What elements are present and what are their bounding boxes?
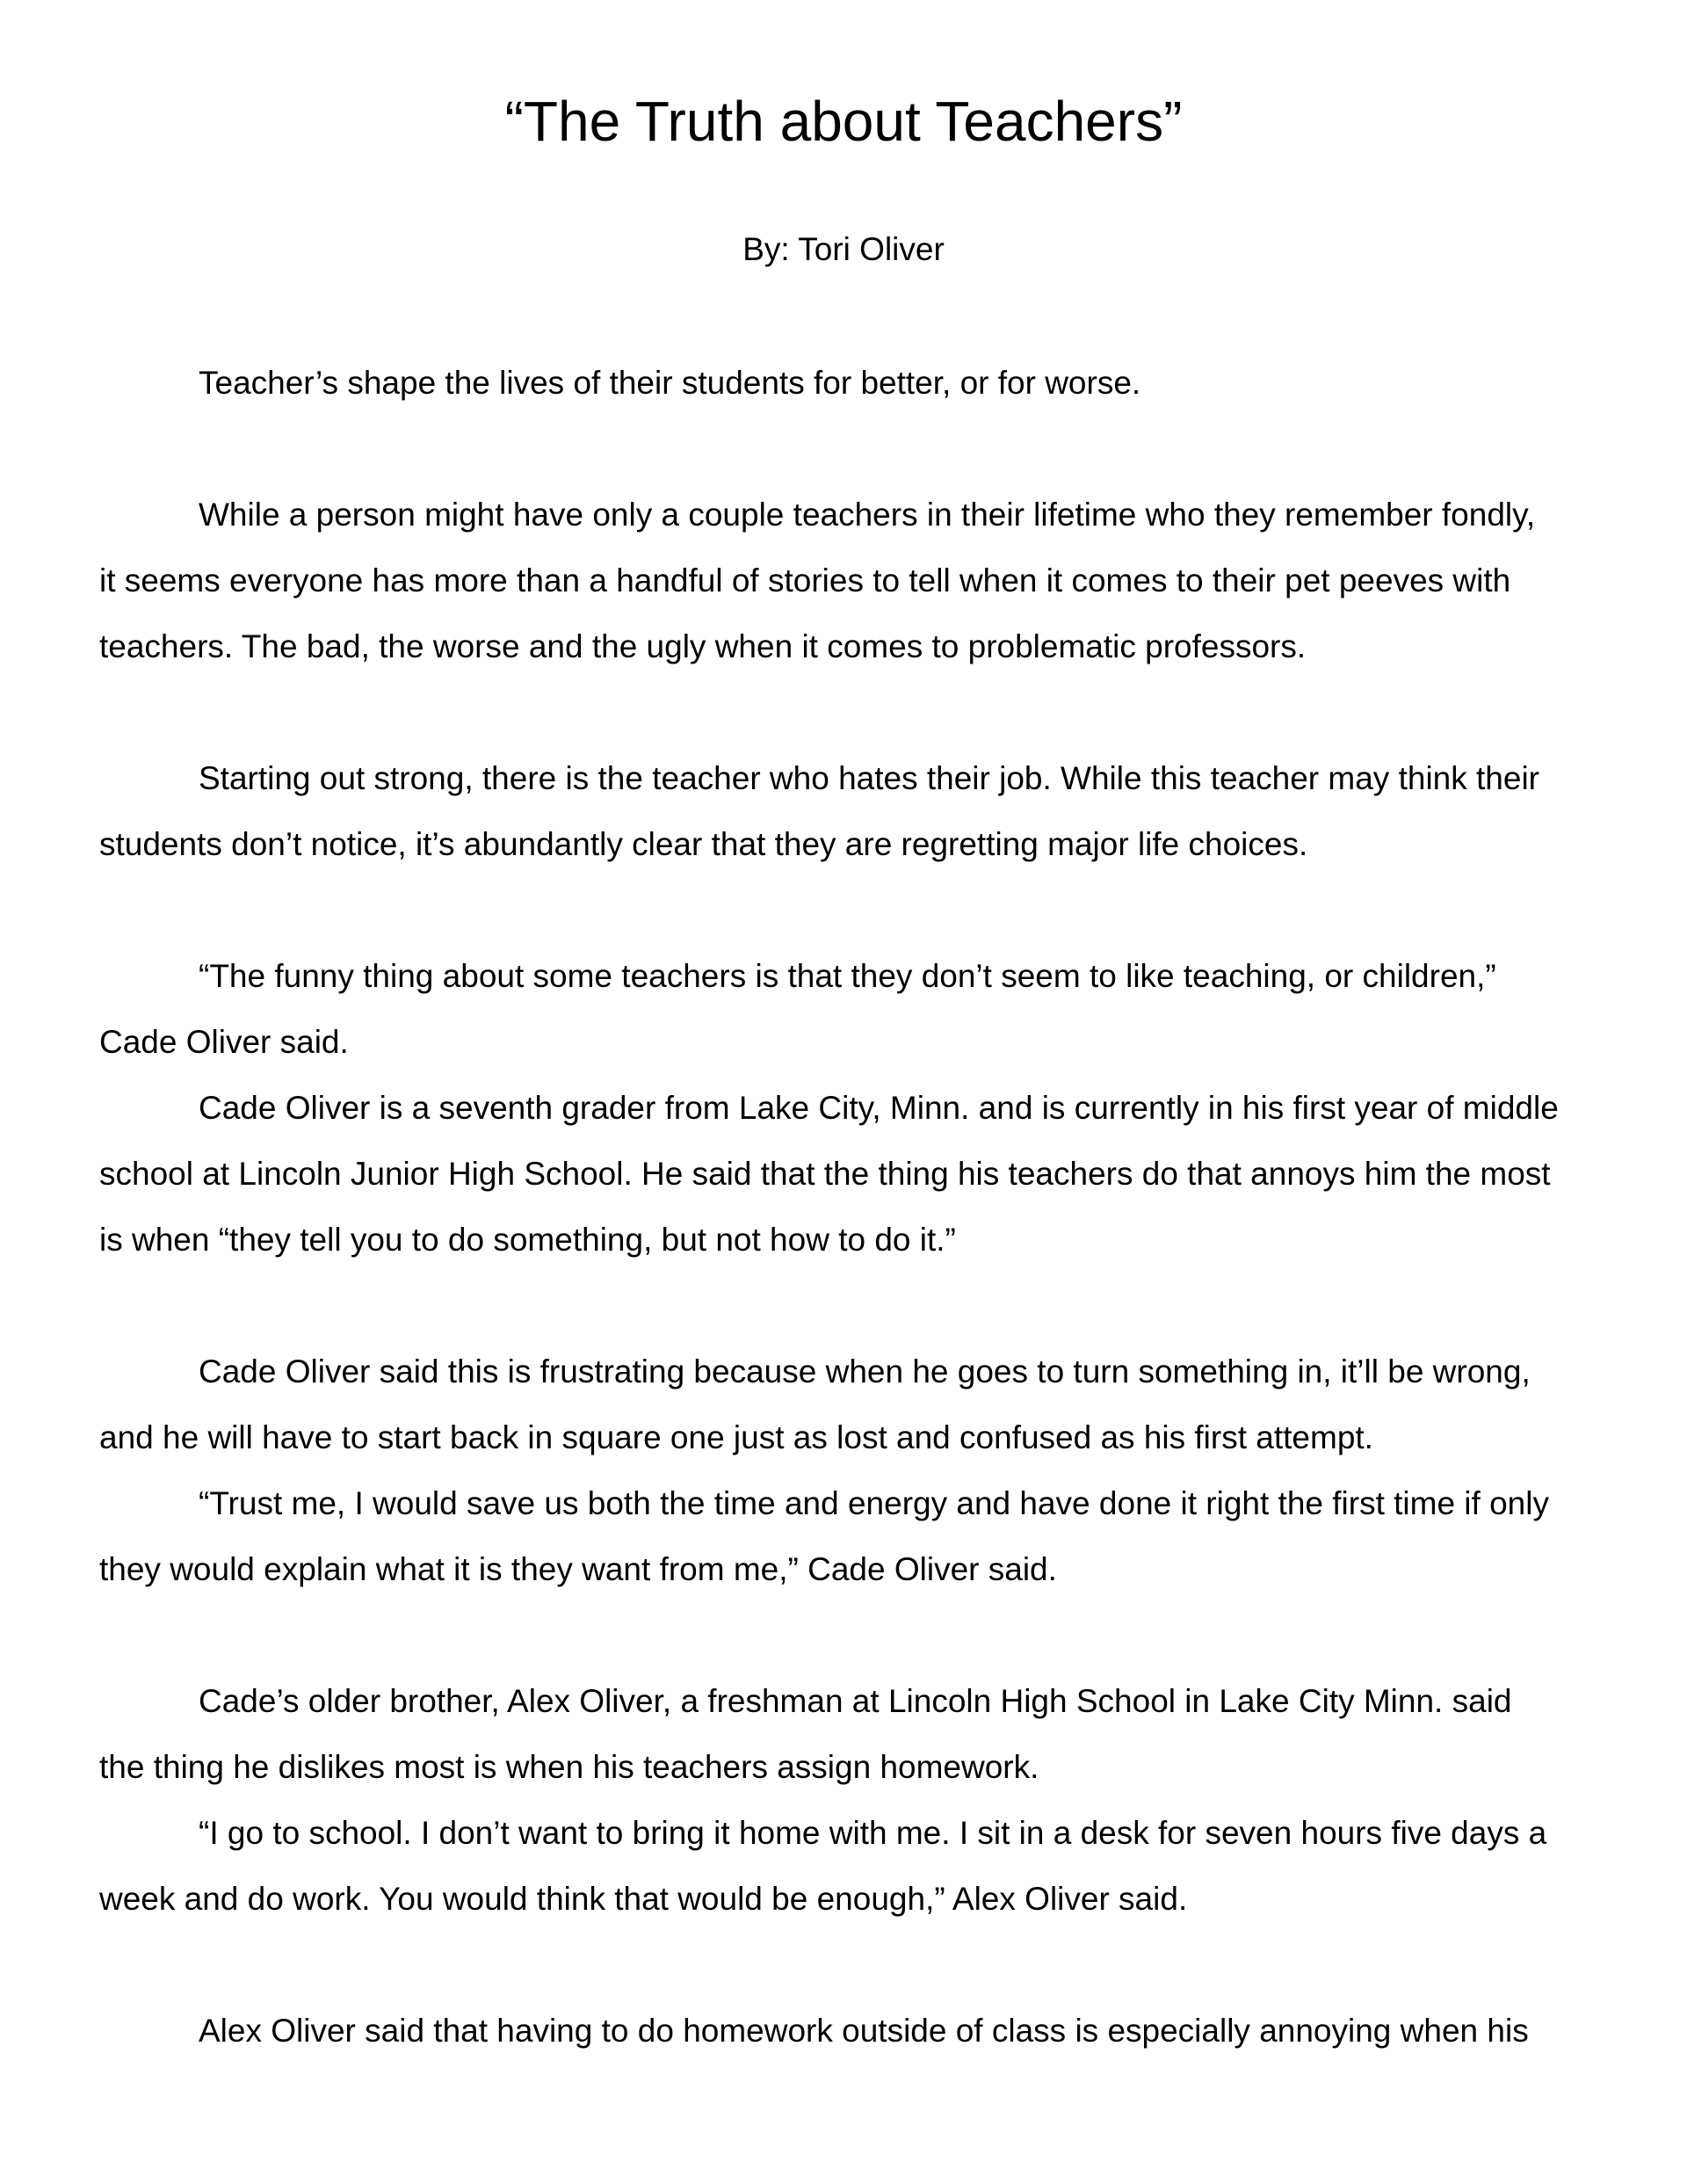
paragraph [99, 745, 1593, 877]
paragraph-line: Cade Oliver said this is frustrating because when he goes to turn something in, it’ll be wrong, [199, 1353, 1531, 1389]
paragraph-line: students don’t notice, it’s abundantly clear that they are regretting major life choices. [99, 826, 1308, 862]
paragraph [99, 1339, 1593, 1470]
paragraph-line: and he will have to start back in square one just as lost and confused as his first attempt. [99, 1419, 1373, 1455]
paragraph [99, 1998, 1593, 2064]
paragraph-line: Starting out strong, there is the teacher who hates their job. While this teacher may think their [199, 760, 1539, 796]
paragraph-line: they would explain what it is they want from me,” Cade Oliver said. [99, 1551, 1057, 1587]
paragraph [99, 1668, 1593, 1800]
paragraph-line: week and do work. You would think that would be enough,” Alex Oliver said. [99, 1881, 1188, 1917]
paragraph-line: school at Lincoln Junior High School. He said that the thing his teachers do that annoys him the most [99, 1156, 1551, 1192]
paragraph [99, 482, 1593, 679]
paragraph-line: is when “they tell you to do something, but not how to do it.” [99, 1222, 956, 1258]
paragraph-line: Teacher’s shape the lives of their students for better, or for worse. [199, 365, 1141, 401]
paragraph-line: teachers. The bad, the worse and the ugly when it comes to problematic professors. [99, 628, 1307, 664]
paragraph-line: Cade’s older brother, Alex Oliver, a freshman at Lincoln High School in Lake City Minn. said [199, 1683, 1512, 1719]
paragraph [99, 1800, 1593, 1932]
paragraph-line: the thing he dislikes most is when his teachers assign homework. [99, 1749, 1039, 1785]
paragraph-line: “The funny thing about some teachers is that they don’t seem to like teaching, or children,” [199, 958, 1496, 994]
document-title: “The Truth about Teachers” [504, 90, 1183, 153]
paragraph [99, 1075, 1593, 1273]
paragraph [99, 943, 1593, 1075]
paragraph-line: Cade Oliver is a seventh grader from Lake City, Minn. and is currently in his first year of middle [199, 1090, 1559, 1126]
paragraph [99, 350, 1593, 416]
paragraph-line: it seems everyone has more than a handful of stories to tell when it comes to their pet peeves with [99, 562, 1511, 599]
paragraph-line: Cade Oliver said. [99, 1024, 349, 1060]
paragraph-line: While a person might have only a couple teachers in their lifetime who they remember fondly, [199, 497, 1536, 533]
paragraph [99, 1470, 1593, 1602]
paragraph-line: “I go to school. I don’t want to bring it home with me. I sit in a desk for seven hours five days a [199, 1815, 1547, 1851]
byline: By: Tori Oliver [742, 231, 945, 267]
paragraph-line: “Trust me, I would save us both the time and energy and have done it right the first time if only [199, 1485, 1549, 1521]
paragraph-line: Alex Oliver said that having to do homework outside of class is especially annoying when his [199, 2013, 1529, 2049]
